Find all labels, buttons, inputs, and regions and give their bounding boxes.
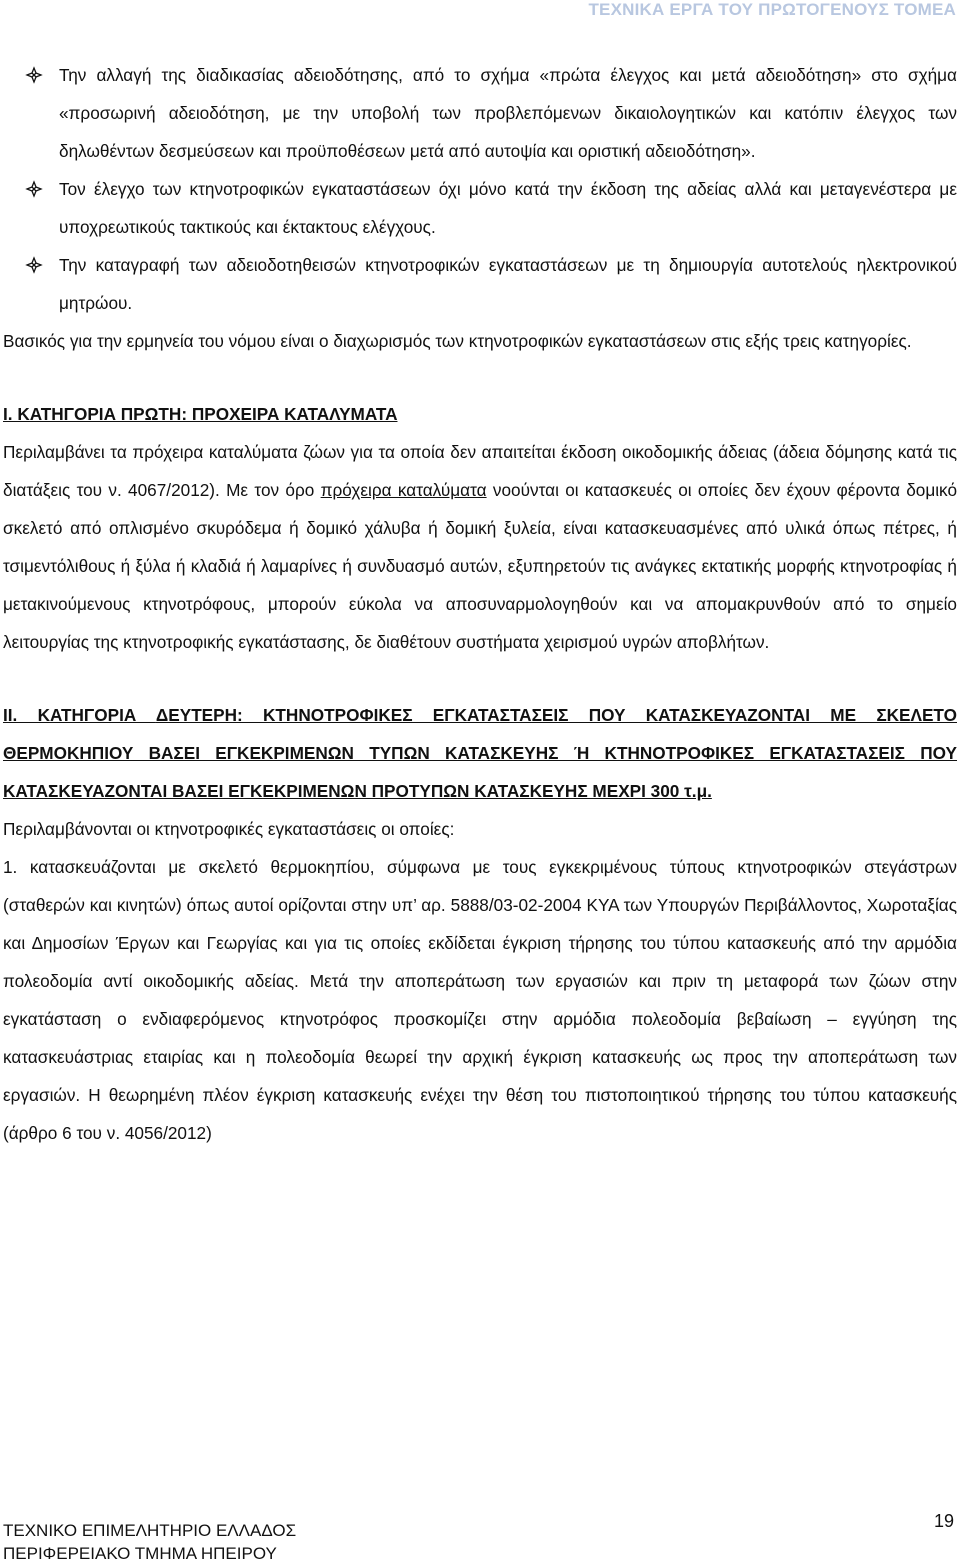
four-diamond-bullet-icon [23,170,45,208]
section-2-item-1: 1. κατασκευάζονται με σκελετό θερμοκηπίου, σύμφωνα με τους εγκεκριμένους τύπους κτηνοτροφικών στεγάστρων (σταθερών και κινητών) όπως αυτοί ορίζονται στην υπ’ αρ. 5888/03-02-2004 ΚΥΑ των Υπουργών Περιβάλλοντος, Χωροταξίας και Δημοσίων Έργων και Γεωργίας και για τις οποίες εκδίδεται έγκριση τήρησης του τύπου κατασκευής από την αρμόδια πολεοδομία αντί οικοδομικής αδείας. Μετά την αποπεράτωση των εργασιών και πριν τη μεταφορά των ζώων στην εγκατάσταση ο ενδιαφερόμενος κτηνοτρόφος προσκομίζει στην αρμόδια πολεοδομία βεβαίωση – εγγύηση της κατασκευάστριας εταιρίας και η πολεοδομία θεωρεί την αρχική έγκριση κατασκευής ως προς την αποπεράτωση των εργασιών. Η θεωρημένη πλέον έγκριση κατασκευής ενέχει την θέση του πιστοποιητικού τήρησης του τύπου κατασκευής (άρθρο 6 του ν. 4056/2012) [3,857,957,1143]
section-2-heading-rest: ΔΕΥΤΕΡΗ: ΚΤΗΝΟΤΡΟΦΙΚΕΣ ΕΓΚΑΤΑΣΤΑΣΕΙΣ ΠΟΥ ΚΑΤΑΣΚΕΥΑΖΟΝΤΑΙ ΜΕ ΣΚΕΛΕΤΟ ΘΕΡΜΟΚΗΠΙΟΥ ΒΑΣΕΙ ΕΓΚΕΚΡΙΜΕΝΩΝ ΤΥΠΩΝ ΚΑΤΑΣΚΕΥΗΣ Ή ΚΤΗΝΟΤΡΟΦΙΚΕΣ ΕΓΚΑΤΑΣΤΑΣΕΙΣ ΠΟΥ ΚΑΤΑΣΚΕΥΑΖΟΝΤΑΙ ΒΑΣΕΙ ΕΓΚΕΚΡΙΜΕΝΩΝ ΠΡΟΤΥΠΩΝ ΚΑΤΑΣΚΕΥΗΣ ΜΕΧΡΙ 300 τ.μ. [3,705,957,801]
running-header: ΤΕΧΝΙΚΑ ΕΡΓΑ ΤΟΥ ΠΡΩΤΟΓΕΝΟΥΣ ΤΟΜΕΑ [588,0,956,19]
bullet-text: Την καταγραφή των αδειοδοτηθεισών κτηνοτροφικών εγκαταστάσεων με τη δημιουργία αυτοτελούς ηλεκτρονικού μητρώου. [59,255,957,313]
defined-term: πρόχειρα καταλύματα [320,480,487,500]
section-1-heading: Ι. ΚΑΤΗΓΟΡΙΑ ΠΡΩΤΗ: ΠΡΟΧΕΙΡΑ ΚΑΤΑΛΥΜΑΤΑ [3,404,398,424]
section-1-text-b: νοούνται οι κατασκευές οι οποίες δεν έχουν φέροντα δομικό σκελετό από οπλισμένο σκυρόδεμα ή δομικό χάλυβα ή δομική ξυλεία, είναι κατασκευασμένες από υλικά όπως πέτρες, ή τσιμεντόλιθους ή ξύλα ή κλαδιά ή λαμαρίνες ή συνδυασμό αυτών, εξυπηρετούν τις ανάγκες εκτατικής μορφής κτηνοτροφίας ή μετακινούμενους κτηνοτρόφους, μπορούν εύκολα να αποσυναρμολογηθούν και να απομακρυνθούν από το σημείο λειτουργίας της κτηνοτροφικής εγκατάστασης, δε διαθέτουν συστήματα χειρισμού υγρών αποβλήτων. [3,480,958,652]
section-2-heading-prefix: ΙΙ. ΚΑΤΗΓΟΡΙΑ [3,705,156,725]
intro-paragraph: Βασικός για την ερμηνεία του νόμου είναι ο διαχωρισμός των κτηνοτροφικών εγκαταστάσεων στις εξής τρεις κατηγορίες. [3,331,912,351]
spacer [3,360,957,395]
bullet-item [3,246,957,322]
bullet-text: Τον έλεγχο των κτηνοτροφικών εγκαταστάσεων όχι μόνο κατά την έκδοση της αδείας αλλά και μεταγενέστερα με υποχρεωτικούς τακτικούς και έκτακτους ελέγχους. [59,179,957,237]
bullet-item [3,56,957,170]
four-diamond-bullet-icon [23,56,45,94]
bullet-item [3,170,957,246]
section-2-lead: Περιλαμβάνονται οι κτηνοτροφικές εγκαταστάσεις οι οποίες: [3,819,455,839]
section-1-paragraph [3,433,957,661]
spacer [3,661,957,696]
section-1-text-a: Περιλαμβάνει τα πρόχειρα καταλύματα ζώων για τα οποία δεν απαιτείται έκδοση οικοδομικής άδειας (άδεια δόμησης κατά τις διατάξεις του ν. 4067/2012). Με τον όρο [3,442,957,500]
page-number: 19 [933,1511,954,1531]
bullet-text: Την αλλαγή της διαδικασίας αδειοδότησης, από το σχήμα «πρώτα έλεγχος και μετά αδειοδότηση» στο σχήμα «προσωρινή αδειοδότηση, με την υποβολή των προβλεπόμενων δικαιολογητικών και κατόπιν έλεγχος των δηλωθέντων δεσμεύσεων και προϋποθέσεων μετά από αυτοψία και οριστική αδειοδότηση». [59,65,957,161]
footer-line-2: ΠΕΡΙΦΕΡΕΙΑΚΟ ΤΜΗΜΑ ΗΠΕΙΡΟΥ [3,1544,277,1563]
footer [3,1519,296,1565]
page-body [3,56,957,1152]
footer-line-1: ΤΕΧΝΙΚΟ ΕΠΙΜΕΛΗΤΗΡΙΟ ΕΛΛΑΔΟΣ [3,1521,297,1540]
section-2-heading [3,696,957,810]
four-diamond-bullet-icon [23,246,45,284]
